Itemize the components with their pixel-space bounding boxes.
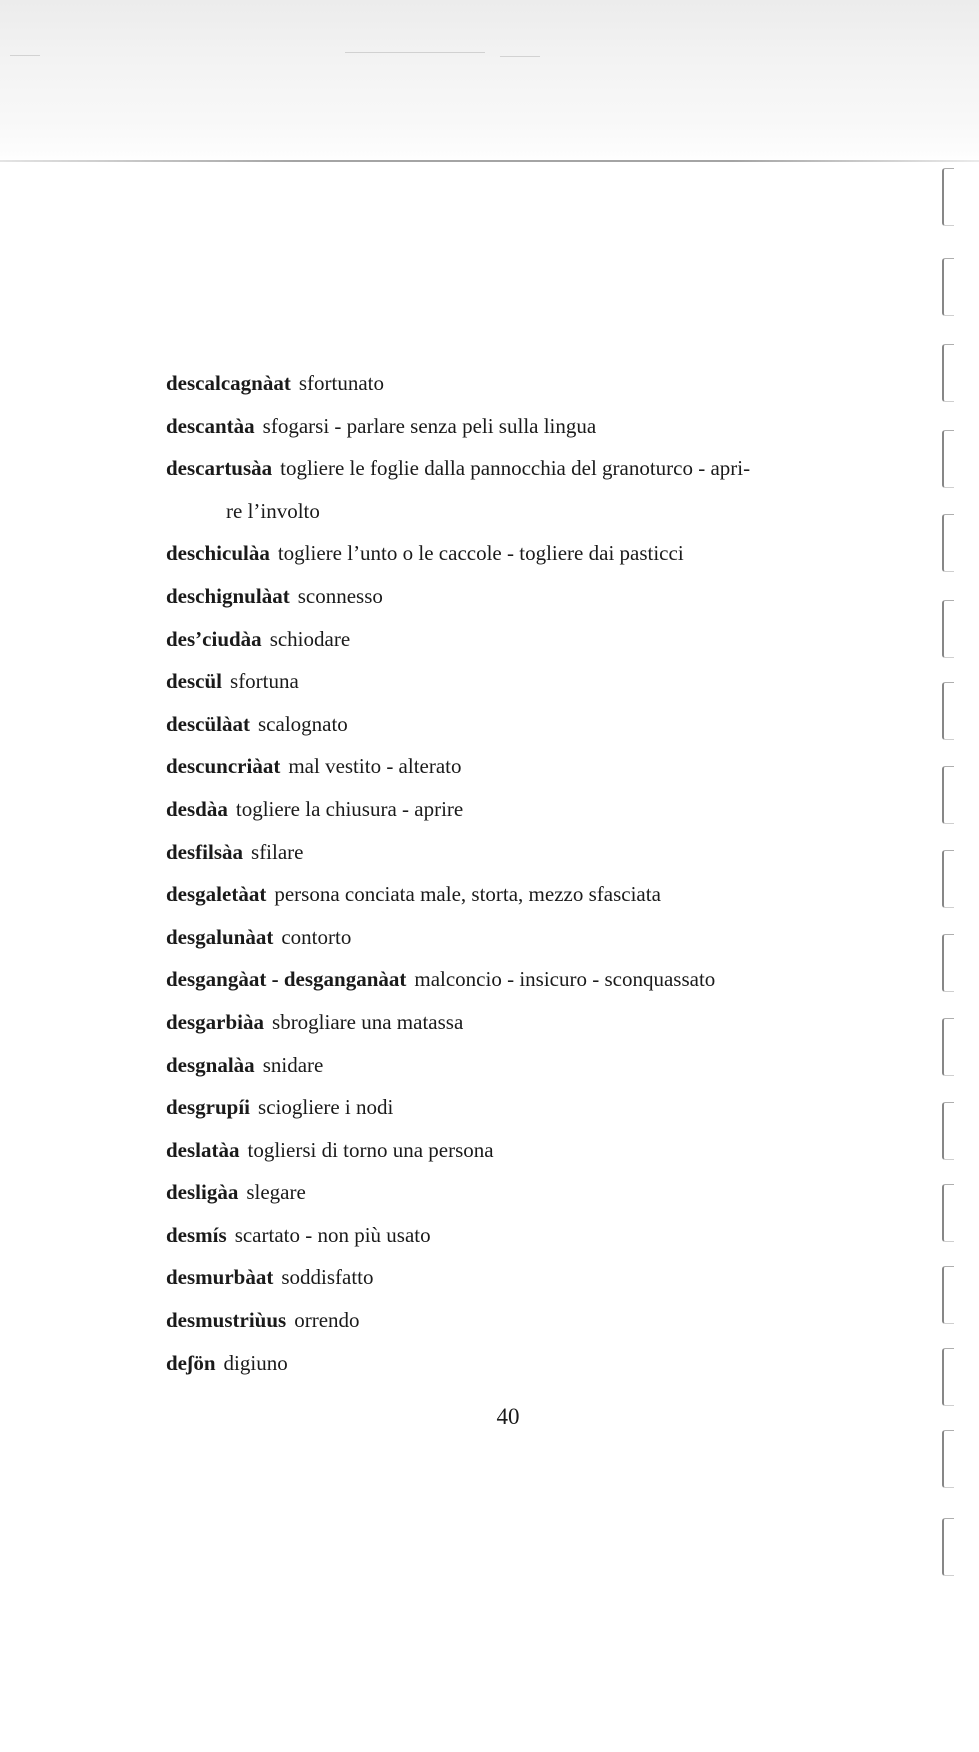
dictionary-entry (166, 1129, 866, 1172)
entry-definition: sfogarsi - parlare senza peli sulla lingua (262, 413, 597, 438)
dictionary-entry (166, 447, 866, 532)
entry-term: descülàat (166, 711, 250, 736)
entry-term: desgalunàat (166, 924, 274, 949)
entry-term: descalcagnàat (166, 371, 291, 395)
entry-definition: persona conciata male, storta, mezzo sfasciata (274, 882, 661, 907)
entry-definition: mal vestito - alterato (288, 754, 462, 779)
dictionary-entry (166, 916, 866, 959)
binding-mark (942, 766, 954, 824)
dictionary-entry (166, 703, 866, 746)
entry-definition: sciogliere i nodi (258, 1095, 394, 1120)
entry-term: descül (166, 669, 223, 694)
dictionary-entry (166, 745, 866, 788)
entry-definition: schiodare (269, 626, 351, 651)
entry-definition: togliere la chiusura - aprire (235, 796, 464, 821)
entry-definition: contorto (281, 924, 352, 949)
entry-term: desdàa (166, 796, 228, 821)
binding-mark (942, 258, 954, 316)
binding-mark (942, 1518, 954, 1576)
dictionary-entry (166, 618, 866, 661)
binding-mark (942, 344, 954, 402)
entry-term: desmurbàat (166, 1265, 274, 1290)
entry-definition: digiuno (223, 1350, 288, 1375)
entry-term: desfilsàa (166, 839, 244, 864)
dictionary-entry (166, 1299, 866, 1342)
page-number: 40 (496, 1404, 520, 1429)
entry-term: desgarbiàa (166, 1009, 265, 1034)
binding-mark (942, 682, 954, 740)
entry-term: desmustriùus (166, 1308, 287, 1333)
dictionary-entry (166, 1086, 866, 1129)
binding-mark (942, 1266, 954, 1324)
entry-term: desgangàat - desganganàat (166, 967, 407, 992)
binding-mark (942, 600, 954, 658)
entry-definition: togliere l’unto o le caccole - togliere dai pasticci (277, 541, 684, 566)
binding-mark (942, 1184, 954, 1242)
entry-definition: sfortunato (298, 371, 384, 395)
dictionary-entry (166, 831, 866, 874)
dictionary-entry (166, 532, 866, 575)
entry-definition: togliere le foglie dalla pannocchia del granoturco - apri- (280, 456, 751, 481)
binding-mark (942, 850, 954, 908)
dictionary-entry (166, 1214, 866, 1257)
entry-definition: sfilare (251, 839, 304, 864)
binding-mark (942, 1348, 954, 1406)
entry-definition-continuation: re l’involto (226, 498, 320, 523)
dictionary-entry (166, 1342, 866, 1385)
entry-term: des’ciudàa (166, 626, 262, 651)
entry-term: deschiculàa (166, 541, 270, 566)
dictionary-entry (166, 873, 866, 916)
entry-term: desligàa (166, 1180, 239, 1205)
dictionary-entry (166, 1256, 866, 1299)
entry-definition: slegare (246, 1180, 306, 1205)
scan-top-shadow (0, 0, 979, 160)
entry-definition: togliersi di torno una persona (247, 1137, 494, 1162)
entry-definition: malconcio - insicuro - sconquassato (414, 967, 716, 992)
dictionary-entry (166, 1044, 866, 1087)
entry-term: deslatàa (166, 1137, 240, 1162)
entry-term: deʃön (166, 1350, 216, 1375)
scan-speck (345, 52, 485, 53)
dictionary-entry (166, 1171, 866, 1214)
scan-edge-line (0, 160, 979, 162)
scan-speck (500, 56, 540, 57)
entry-term: descartusàa (166, 456, 273, 481)
entry-definition: soddisfatto (281, 1265, 374, 1290)
entry-definition: scalognato (258, 711, 348, 736)
entry-term: descantàa (166, 413, 255, 438)
entry-term: desmís (166, 1222, 227, 1247)
dictionary-entry (166, 405, 866, 448)
binding-mark (942, 934, 954, 992)
dictionary-entry (166, 362, 866, 405)
entry-definition: sfortuna (230, 669, 299, 694)
dictionary-entry (166, 1001, 866, 1044)
entry-term: desgrupíi (166, 1095, 251, 1120)
binding-mark (942, 1102, 954, 1160)
dictionary-entry (166, 958, 866, 1001)
entry-term: desgnalàa (166, 1052, 255, 1077)
entry-term: descuncriàat (166, 754, 281, 779)
entry-term: desgaletàat (166, 882, 267, 907)
binding-mark (942, 168, 954, 226)
dictionary-entry (166, 575, 866, 618)
dictionary-entries (166, 362, 866, 1384)
scan-speck (10, 55, 40, 56)
binding-mark (942, 1018, 954, 1076)
binding-mark (942, 430, 954, 488)
spiral-binding-marks (938, 168, 974, 1588)
entry-definition: sbrogliare una matassa (272, 1009, 464, 1034)
binding-mark (942, 514, 954, 572)
binding-mark (942, 1430, 954, 1488)
dictionary-entry (166, 788, 866, 831)
dictionary-entry (166, 660, 866, 703)
entry-definition: sconnesso (297, 583, 383, 608)
entry-definition: scartato - non più usato (234, 1222, 431, 1247)
entry-term: deschignulàat (166, 583, 290, 608)
entry-definition: orrendo (294, 1308, 360, 1333)
entry-definition: snidare (262, 1052, 324, 1077)
